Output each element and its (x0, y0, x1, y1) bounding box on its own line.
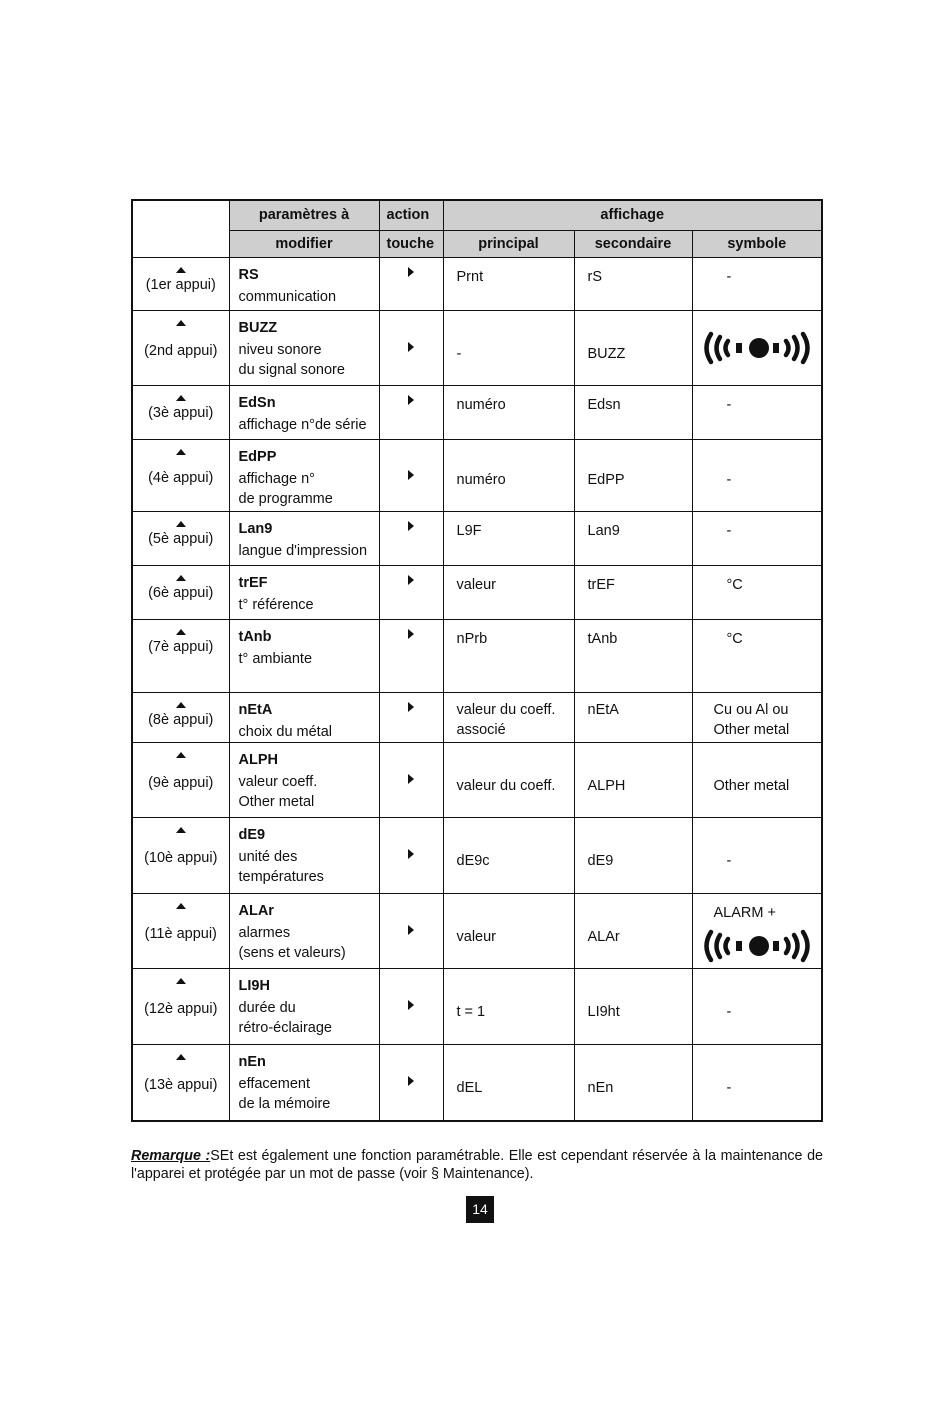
table-row (132, 968, 822, 1044)
secondaire-value: rS (587, 268, 602, 285)
press-label: (11è appui) (144, 925, 217, 942)
table-row (132, 565, 822, 619)
secondaire-cell (574, 692, 692, 742)
symbole-value: - (726, 852, 732, 869)
action-cell (379, 385, 443, 439)
header-action-line2: touche (379, 230, 443, 257)
secondaire-value: BUZZ (587, 345, 626, 362)
key-press-cell (132, 742, 229, 817)
symbole-cell (692, 511, 822, 565)
principal-cell (443, 565, 574, 619)
right-arrow-key-icon (408, 629, 414, 639)
key-press-cell (132, 310, 229, 385)
secondaire-value: ALAr (587, 928, 620, 945)
table-row (132, 817, 822, 893)
secondaire-value: nEtA (587, 701, 619, 718)
secondaire-cell (574, 968, 692, 1044)
principal-cell (443, 619, 574, 692)
param-desc: effacement de la mémoire (238, 1075, 331, 1112)
symbole-value: - (726, 396, 732, 413)
principal-value: numéro (456, 396, 506, 413)
param-cell (229, 385, 379, 439)
table-row (132, 1044, 822, 1121)
header-principal: principal (443, 230, 574, 257)
principal-cell (443, 893, 574, 968)
action-cell (379, 565, 443, 619)
header-symbole: symbole (692, 230, 822, 257)
param-name: tAnb (238, 628, 272, 645)
param-desc: langue d'impression (238, 542, 368, 559)
secondaire-cell (574, 619, 692, 692)
symbole-cell (692, 1044, 822, 1121)
secondaire-value: dE9 (587, 852, 614, 869)
right-arrow-key-icon (408, 1076, 414, 1086)
press-label: (10è appui) (144, 849, 218, 866)
table-row (132, 742, 822, 817)
param-desc: communication (238, 288, 337, 305)
press-label: (8è appui) (148, 711, 214, 728)
press-label: (12è appui) (144, 1000, 218, 1017)
secondaire-cell (574, 817, 692, 893)
principal-value: valeur du coeff. (456, 777, 556, 794)
header-params-line1: paramètres à (229, 200, 379, 230)
secondaire-value: LI9ht (587, 1003, 620, 1020)
symbole-value: - (726, 268, 732, 285)
symbole-cell (692, 619, 822, 692)
action-cell (379, 439, 443, 511)
principal-value: nPrb (456, 630, 488, 647)
header-params-line2: modifier (229, 230, 379, 257)
table-row (132, 511, 822, 565)
symbole-cell (692, 692, 822, 742)
principal-value: Prnt (456, 268, 484, 285)
secondaire-value: EdPP (587, 471, 625, 488)
principal-value: t = 1 (456, 1003, 486, 1020)
symbole-cell (692, 439, 822, 511)
symbole-value: Other metal (713, 777, 790, 794)
symbole-cell (692, 385, 822, 439)
param-name: ALPH (238, 751, 278, 768)
right-arrow-key-icon (408, 774, 414, 784)
param-cell (229, 439, 379, 511)
param-cell (229, 257, 379, 310)
action-cell (379, 1044, 443, 1121)
secondaire-cell (574, 742, 692, 817)
press-label: (6è appui) (148, 584, 214, 601)
symbole-value: - (726, 522, 732, 539)
press-label: (5è appui) (148, 530, 214, 547)
secondaire-cell (574, 310, 692, 385)
header-blank-cell (132, 200, 229, 257)
param-cell (229, 565, 379, 619)
key-press-cell (132, 817, 229, 893)
param-cell (229, 968, 379, 1044)
principal-value: dEL (456, 1079, 483, 1096)
secondaire-cell (574, 511, 692, 565)
parameter-table (131, 199, 823, 1122)
param-cell (229, 817, 379, 893)
key-press-cell (132, 511, 229, 565)
secondaire-value: Lan9 (587, 522, 620, 539)
param-desc: valeur coeff. Other metal (238, 773, 318, 810)
principal-cell (443, 692, 574, 742)
param-name: dE9 (238, 826, 266, 843)
key-press-cell (132, 385, 229, 439)
principal-value: L9F (456, 522, 482, 539)
secondaire-cell (574, 565, 692, 619)
action-cell (379, 619, 443, 692)
press-label: (7è appui) (148, 638, 214, 655)
param-cell (229, 692, 379, 742)
action-cell (379, 257, 443, 310)
param-desc: affichage n° de programme (238, 470, 333, 507)
secondaire-value: Edsn (587, 396, 621, 413)
symbole-cell (692, 257, 822, 310)
page-number: 14 (466, 1196, 494, 1223)
secondaire-cell (574, 893, 692, 968)
buzzer-sound-icon (703, 929, 811, 963)
symbole-value: - (726, 471, 732, 488)
press-label: (1er appui) (145, 276, 216, 293)
symbole-value: °C (726, 630, 743, 647)
right-arrow-key-icon (408, 925, 414, 935)
right-arrow-key-icon (408, 470, 414, 480)
right-arrow-key-icon (408, 267, 414, 277)
header-display-group: affichage (443, 200, 822, 230)
header-action-line1: action (379, 200, 443, 230)
principal-value: valeur (456, 928, 496, 945)
param-cell (229, 1044, 379, 1121)
action-cell (379, 893, 443, 968)
symbole-value: - (726, 1079, 732, 1096)
param-name: LI9H (238, 977, 270, 994)
symbole-cell (692, 893, 822, 968)
right-arrow-key-icon (408, 521, 414, 531)
key-press-cell (132, 619, 229, 692)
secondaire-value: ALPH (587, 777, 626, 794)
remark-label: Remarque : (131, 1148, 211, 1165)
param-name: BUZZ (238, 319, 278, 336)
principal-cell (443, 742, 574, 817)
press-label: (2nd appui) (144, 342, 218, 359)
action-cell (379, 742, 443, 817)
right-arrow-key-icon (408, 1000, 414, 1010)
principal-cell (443, 257, 574, 310)
param-name: EdSn (238, 394, 276, 411)
param-name: nEn (238, 1053, 266, 1070)
key-press-cell (132, 968, 229, 1044)
press-label: (13è appui) (144, 1076, 218, 1093)
principal-cell (443, 511, 574, 565)
key-press-cell (132, 893, 229, 968)
secondaire-cell (574, 439, 692, 511)
key-press-cell (132, 439, 229, 511)
right-arrow-key-icon (408, 702, 414, 712)
secondaire-value: trEF (587, 576, 615, 593)
header-secondaire: secondaire (574, 230, 692, 257)
key-press-cell (132, 1044, 229, 1121)
symbole-cell (692, 565, 822, 619)
param-desc: t° ambiante (238, 650, 313, 667)
param-name: nEtA (238, 701, 273, 718)
action-cell (379, 817, 443, 893)
action-cell (379, 511, 443, 565)
action-cell (379, 310, 443, 385)
table-row (132, 692, 822, 742)
symbole-cell (692, 968, 822, 1044)
param-cell (229, 511, 379, 565)
table-row (132, 893, 822, 968)
table-row (132, 439, 822, 511)
principal-cell (443, 1044, 574, 1121)
principal-value: - (456, 345, 462, 362)
symbole-cell (692, 742, 822, 817)
right-arrow-key-icon (408, 395, 414, 405)
table-row (132, 257, 822, 310)
principal-cell (443, 310, 574, 385)
press-label: (4è appui) (148, 469, 214, 486)
param-cell (229, 893, 379, 968)
table-row (132, 385, 822, 439)
secondaire-cell (574, 257, 692, 310)
right-arrow-key-icon (408, 575, 414, 585)
symbole-value: ALARM + (713, 904, 776, 921)
buzzer-sound-icon (703, 331, 811, 365)
principal-cell (443, 439, 574, 511)
key-press-cell (132, 692, 229, 742)
press-label: (3è appui) (148, 404, 214, 421)
param-desc: niveu sonore du signal sonore (238, 341, 345, 378)
param-name: RS (238, 266, 259, 283)
principal-cell (443, 817, 574, 893)
principal-value: numéro (456, 471, 506, 488)
param-desc: affichage n°de série (238, 416, 367, 433)
param-desc: choix du métal (238, 723, 332, 740)
param-desc: t° référence (238, 596, 314, 613)
param-cell (229, 742, 379, 817)
right-arrow-key-icon (408, 849, 414, 859)
key-press-cell (132, 257, 229, 310)
param-name: Lan9 (238, 520, 273, 537)
principal-value: dE9c (456, 852, 490, 869)
secondaire-value: tAnb (587, 630, 618, 647)
principal-value: valeur du coeff. associé (456, 701, 556, 738)
param-cell (229, 619, 379, 692)
symbole-cell (692, 310, 822, 385)
remark-text: SEt est également une fonction paramétrable. Elle est cependant réservée à la maintenance de l'apparei et protégée par un mot de passe (voir § Maintenance). (131, 1148, 823, 1183)
key-press-cell (132, 565, 229, 619)
principal-cell (443, 385, 574, 439)
table-row (132, 619, 822, 692)
symbole-value: - (726, 1003, 732, 1020)
press-label: (9è appui) (148, 774, 214, 791)
param-desc: unité des températures (238, 848, 324, 885)
action-cell (379, 968, 443, 1044)
symbole-value: Cu ou Al ou Other metal (713, 701, 790, 738)
symbole-cell (692, 817, 822, 893)
right-arrow-key-icon (408, 342, 414, 352)
secondaire-cell (574, 385, 692, 439)
param-desc: durée du rétro-éclairage (238, 999, 332, 1036)
table-row (132, 310, 822, 385)
param-cell (229, 310, 379, 385)
param-name: ALAr (238, 902, 274, 919)
param-name: EdPP (238, 448, 277, 465)
secondaire-value: nEn (587, 1079, 614, 1096)
param-name: trEF (238, 574, 268, 591)
param-desc: alarmes (sens et valeurs) (238, 924, 346, 961)
action-cell (379, 692, 443, 742)
remark-paragraph (131, 1147, 823, 1183)
principal-cell (443, 968, 574, 1044)
symbole-value: °C (726, 576, 743, 593)
principal-value: valeur (456, 576, 496, 593)
secondaire-cell (574, 1044, 692, 1121)
